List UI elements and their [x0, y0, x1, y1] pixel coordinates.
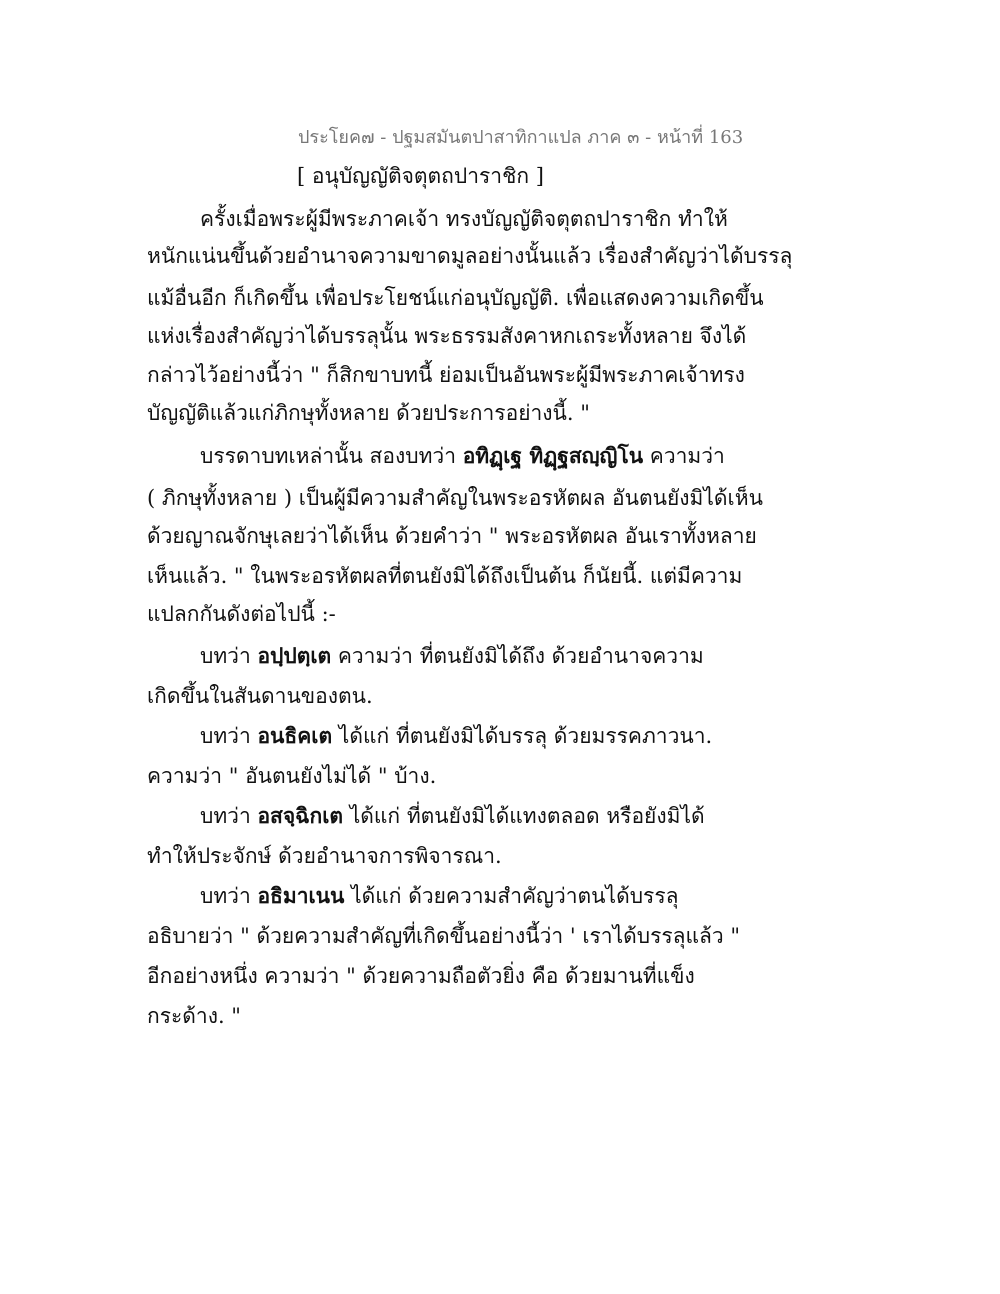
para2-line: แปลกกันดังต่อไปนี้ :- — [147, 602, 336, 626]
para3-post: ความว่า ที่ตนยังมิได้ถึง ด้วยอำนาจความ — [331, 644, 704, 668]
para3-term: อปฺปตฺเต — [257, 643, 332, 668]
para5-first-line — [200, 800, 705, 833]
para6-pre: บทว่า — [200, 884, 258, 908]
para2-line: เห็นแล้ว. " ในพระอรหัตผลที่ตนยังมิได้ถึงเป็นต้น ก็นัยนี้. แต่มีความ — [147, 564, 743, 588]
para2-first-line — [200, 440, 725, 473]
para3-pre: บทว่า — [200, 644, 258, 668]
para4-line: ความว่า " อันตนยังไม่ได้ " บ้าง. — [147, 764, 437, 788]
para2-line: ด้วยญาณจักษุเลยว่าได้เห็น ด้วยคำว่า " พระอรหัตผล อันเราทั้งหลาย — [147, 524, 757, 548]
para2-pre: บรรดาบทเหล่านั้น สองบทว่า — [200, 444, 463, 468]
para4-first-line — [200, 720, 712, 753]
para2-term: อทิฏฺเฐ ทิฏฺฐสญฺญิโน — [462, 443, 644, 468]
para3-line: เกิดขึ้นในสันดานของตน. — [147, 684, 373, 708]
para6-line: อีกอย่างหนึ่ง ความว่า " ด้วยความถือตัวยิ่ง คือ ด้วยมานที่แข็ง — [147, 964, 695, 988]
para2-post: ความว่า — [643, 444, 725, 468]
section-heading: [ อนุบัญญัติจตุตถปาราชิก ] — [297, 164, 544, 188]
para4-pre: บทว่า — [200, 724, 258, 748]
para1-line: แห่งเรื่องสำคัญว่าได้บรรลุนั้น พระธรรมสังคาหกเถระทั้งหลาย จึงได้ — [147, 324, 747, 348]
para4-post: ได้แก่ ที่ตนยังมิได้บรรลุ ด้วยมรรคภาวนา. — [332, 724, 713, 748]
para5-line: ทำให้ประจักษ์ ด้วยอำนาจการพิจารณา. — [147, 844, 502, 868]
para1-line: หนักแน่นขึ้นด้วยอำนาจความขาดมูลอย่างนั้นแล้ว เรื่องสำคัญว่าได้บรรลุ — [147, 244, 793, 268]
para4-term: อนธิคเต — [257, 723, 333, 748]
para6-post: ได้แก่ ด้วยความสำคัญว่าตนได้บรรลุ — [344, 884, 679, 908]
para1-line: แม้อื่นอีก ก็เกิดขึ้น เพื่อประโยชน์แก่อนุบัญญัติ. เพื่อแสดงความเกิดขึ้น — [147, 286, 764, 310]
para2-line: ( ภิกษุทั้งหลาย ) เป็นผู้มีความสำคัญในพระอรหัตผล อันตนยังมิได้เห็น — [147, 486, 763, 510]
para5-post: ได้แก่ ที่ตนยังมิได้แทงตลอด หรือยังมิได้ — [343, 804, 705, 828]
para1-line: กล่าวไว้อย่างนี้ว่า " ก็สิกขาบทนี้ ย่อมเป็นอันพระผู้มีพระภาคเจ้าทรง — [147, 363, 745, 387]
para3-first-line — [200, 640, 704, 673]
para6-term: อธิมาเนน — [257, 883, 345, 908]
para5-pre: บทว่า — [200, 804, 258, 828]
para6-line: อธิบายว่า " ด้วยความสำคัญที่เกิดขึ้นอย่างนี้ว่า ' เราได้บรรลุแล้ว " — [147, 924, 741, 948]
para1-line: บัญญัติแล้วแก่ภิกษุทั้งหลาย ด้วยประการอย่างนี้. " — [147, 401, 590, 425]
para5-term: อสจฺฉิกเต — [257, 803, 344, 828]
page-header: ประโยค๗ - ปฐมสมันตปาสาทิกาแปล ภาค ๓ - หน้าที่ 163 — [298, 127, 744, 148]
para1-line: ครั้งเมื่อพระผู้มีพระภาคเจ้า ทรงบัญญัติจตุตถปาราชิก ทำให้ — [200, 207, 728, 231]
para6-first-line — [200, 880, 678, 913]
para6-line: กระด้าง. " — [147, 1004, 241, 1028]
